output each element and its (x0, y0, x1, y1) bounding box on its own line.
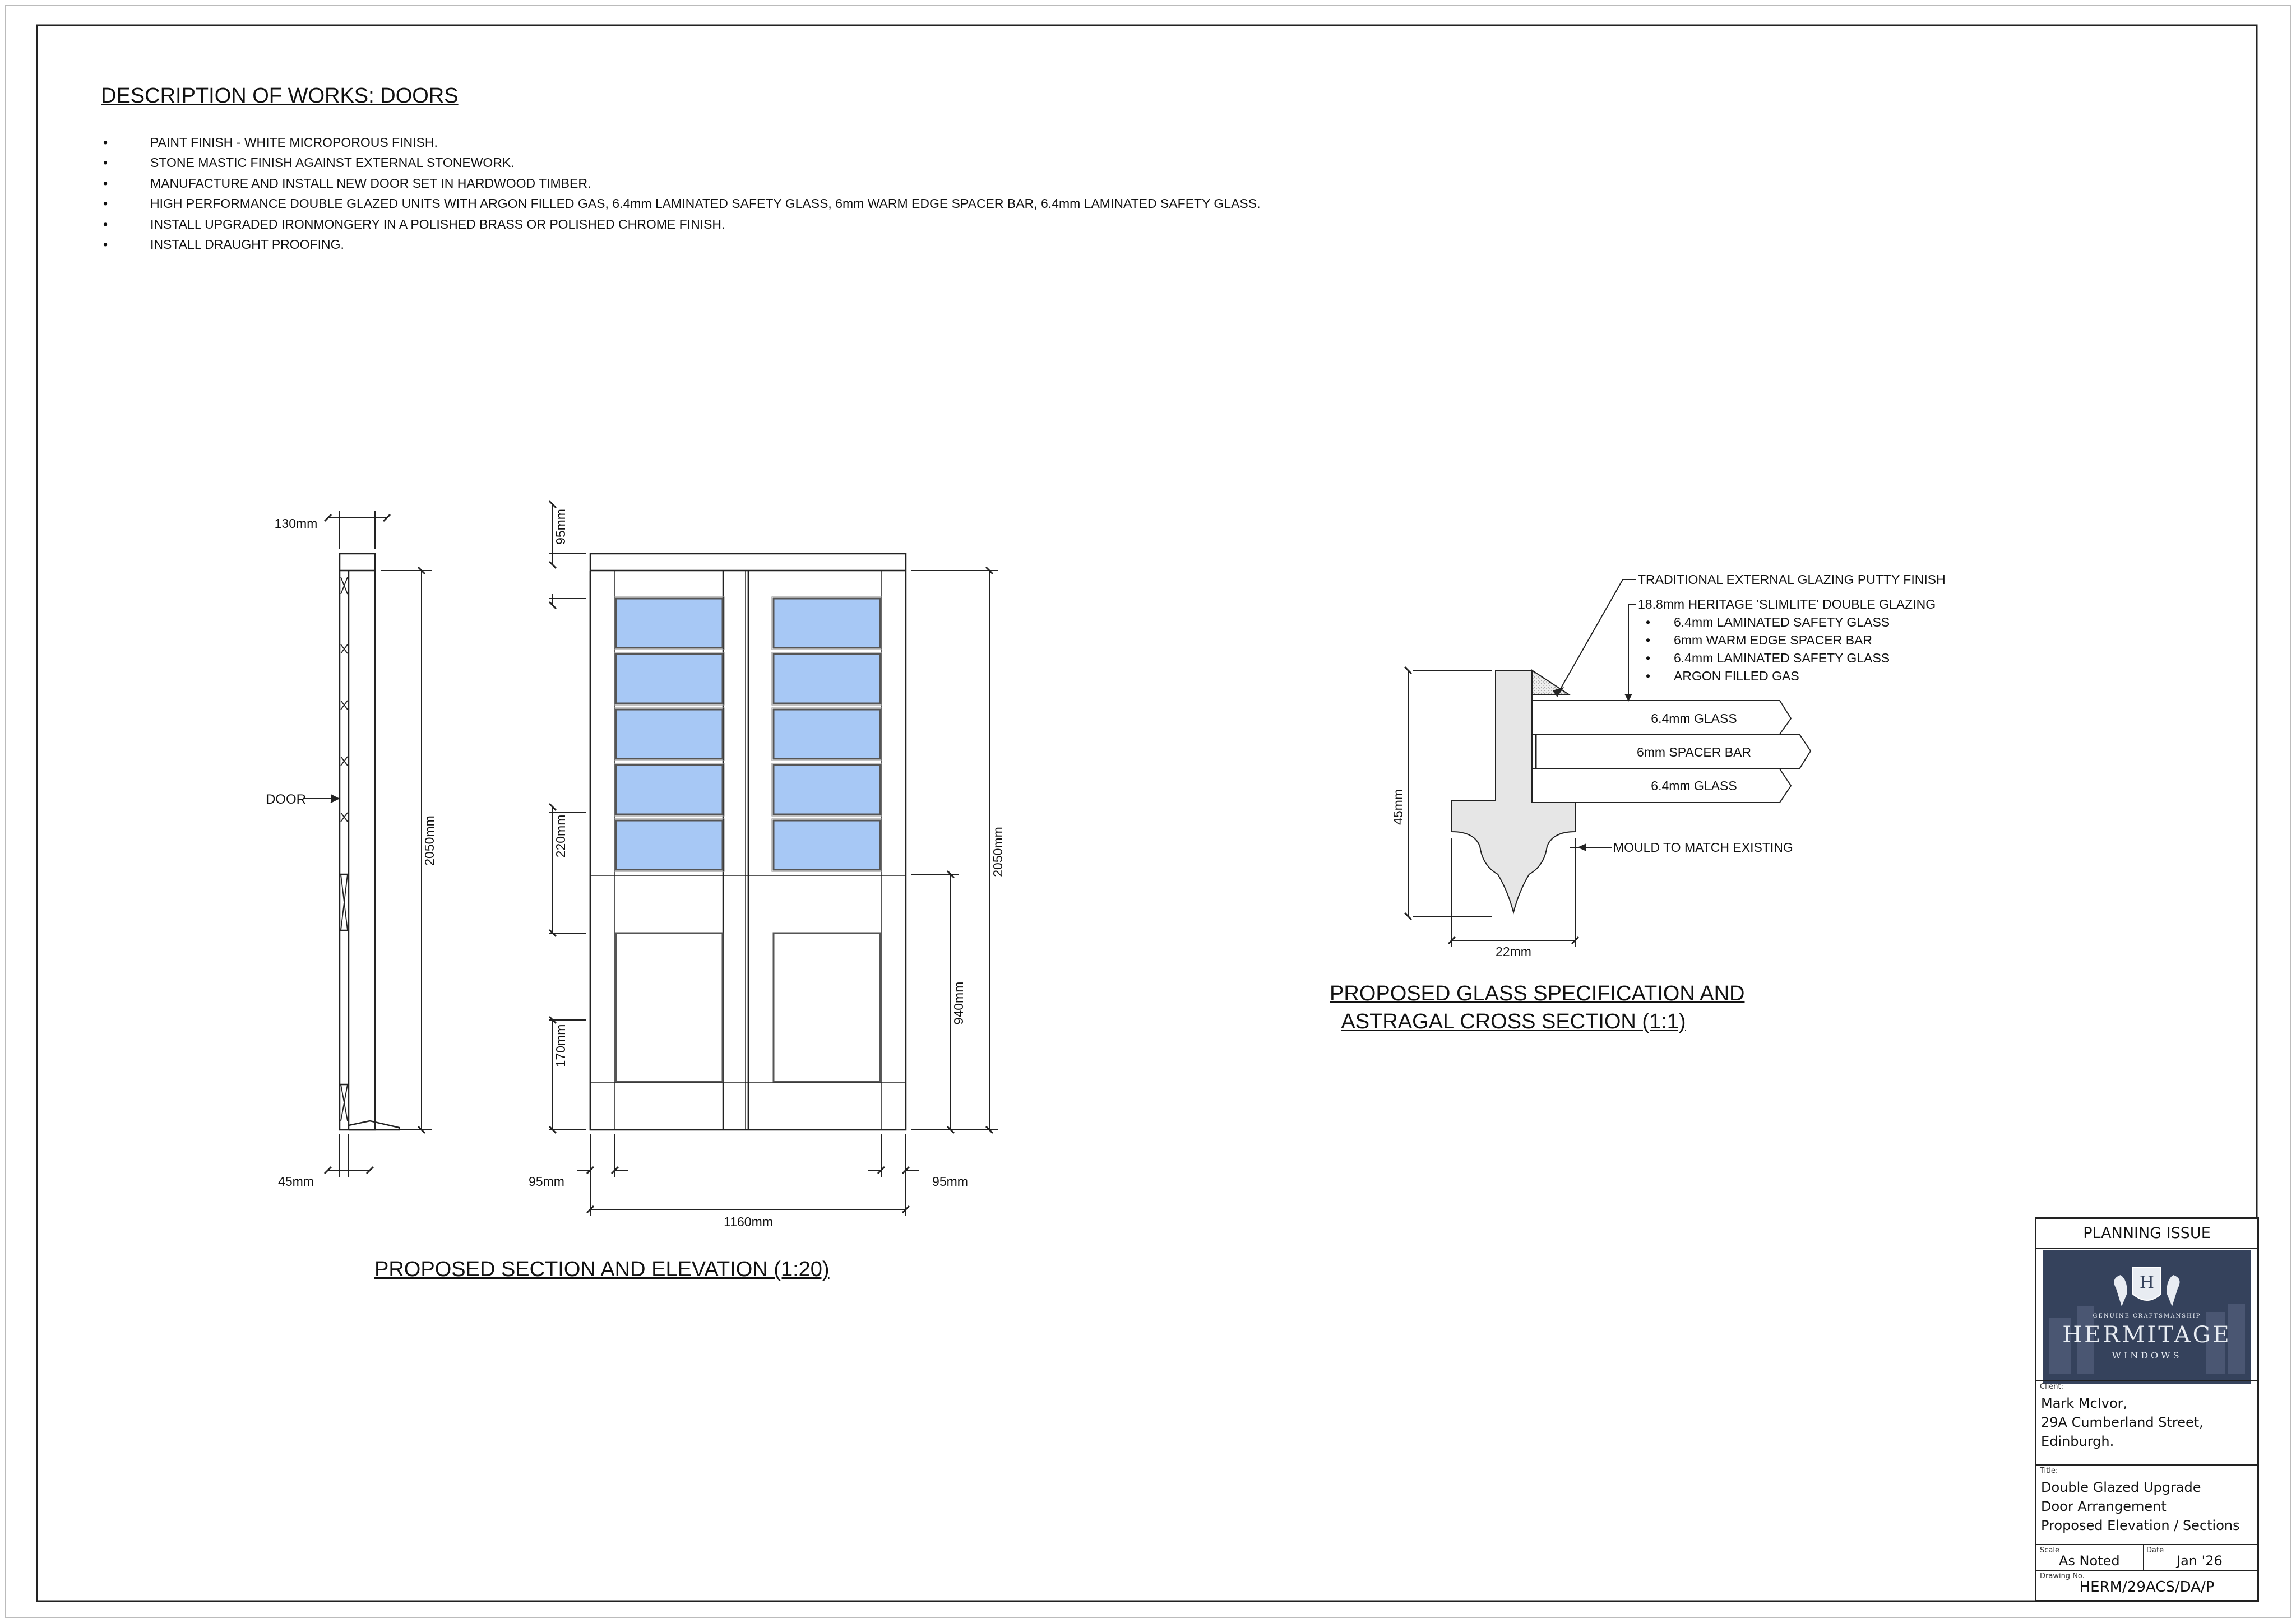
client-label: Client: (2040, 1383, 2064, 1391)
glazing-item: 6.4mm LAMINATED SAFETY GLASS (1674, 651, 1890, 665)
status-cell (2036, 1219, 2257, 1249)
description-item: • PAINT FINISH - WHITE MICROPOROUS FINISH. (101, 132, 1261, 152)
glazing-bullet-icon: • (1646, 669, 1651, 683)
description-item: • INSTALL DRAUGHT PROOFING. (101, 234, 1261, 254)
glass-caption-line1: PROPOSED GLASS SPECIFICATION AND (1330, 982, 1745, 1005)
bullet-icon: • (103, 237, 108, 252)
scale-value: As Noted (2059, 1553, 2120, 1569)
logo-subtitle: WINDOWS (2112, 1350, 2182, 1361)
dim-section-height: 2050mm (422, 815, 437, 866)
bullet-icon: • (103, 135, 108, 150)
bullet-icon: • (103, 175, 108, 191)
title-label: Title: (2040, 1467, 2058, 1475)
description-item: • STONE MASTIC FINISH AGAINST EXTERNAL STONEWORK. (101, 152, 1261, 173)
layer-top-label: 6.4mm GLASS (1651, 711, 1737, 726)
client-line: 29A Cumberland Street, (2041, 1415, 2204, 1430)
date-label: Date (2146, 1546, 2164, 1555)
putty-note: TRADITIONAL EXTERNAL GLAZING PUTTY FINISH (1638, 572, 1946, 587)
client-cell (2036, 1380, 2257, 1466)
svg-text:H: H (2139, 1273, 2155, 1292)
title-block (2035, 1217, 2259, 1602)
glazing-note: 18.8mm HERITAGE 'SLIMLITE' DOUBLE GLAZING (1638, 597, 1936, 611)
title-line: Double Glazed Upgrade (2041, 1480, 2201, 1495)
glazing-item: 6mm WARM EDGE SPACER BAR (1674, 633, 1872, 647)
layer-mid-label: 6mm SPACER BAR (1636, 745, 1752, 759)
dim-bottom-rail: 170mm (553, 1024, 568, 1068)
bullet-icon: • (103, 196, 108, 211)
client-line: Mark McIvor, (2041, 1395, 2128, 1411)
dim-width: 1160mm (724, 1214, 773, 1229)
glass-caption-line2: ASTRAGAL CROSS SECTION (1:1) (1341, 1010, 1686, 1033)
dim-stile-left: 95mm (529, 1174, 564, 1189)
planning-status: PLANNING ISSUE (2083, 1225, 2211, 1242)
dim-elevation-height: 2050mm (990, 827, 1005, 877)
dim-stile-right: 95mm (932, 1174, 968, 1189)
section-dimensions (303, 511, 432, 1177)
description-item: • INSTALL UPGRADED IRONMONGERY IN A POLISHED BRASS OR POLISHED CHROME FINISH. (101, 214, 1261, 234)
company-logo (2043, 1250, 2251, 1384)
bullet-icon: • (103, 155, 108, 170)
logo-tagline: GENUINE CRAFTSMANSHIP (2093, 1313, 2201, 1319)
glazing-bullet-icon: • (1646, 651, 1651, 665)
glazing-item: ARGON FILLED GAS (1674, 669, 1799, 683)
glazing-item: 6.4mm LAMINATED SAFETY GLASS (1674, 615, 1890, 629)
logo-title: HERMITAGE (2062, 1322, 2232, 1348)
layer-bottom-label: 6.4mm GLASS (1651, 778, 1737, 793)
bullet-icon: • (103, 216, 108, 231)
dim-section-top: 130mm (274, 516, 318, 531)
dim-astragal-height: 45mm (1391, 789, 1405, 825)
door-section-view (340, 554, 399, 1130)
scale-date-cell (2036, 1545, 2257, 1571)
drawing-number-cell (2036, 1571, 2257, 1600)
mould-arrow-icon (1577, 843, 1586, 851)
mould-note: MOULD TO MATCH EXISTING (1613, 840, 1793, 855)
left-leaf-glazing (616, 599, 723, 870)
drawing-no-value: HERM/29ACS/DA/P (2079, 1579, 2215, 1596)
right-leaf-glazing (774, 599, 880, 870)
title-line: Proposed Elevation / Sections (2041, 1518, 2240, 1533)
glazing-bullet-icon: • (1646, 615, 1651, 629)
elevation-caption: PROPOSED SECTION AND ELEVATION (1:20) (374, 1258, 830, 1281)
date-value: Jan '26 (2177, 1553, 2223, 1569)
door-label: DOOR (266, 792, 306, 807)
drawing-no-label: Drawing No. (2040, 1572, 2085, 1580)
glazing-bullet-icon: • (1646, 633, 1651, 647)
dim-lower: 940mm (951, 981, 966, 1025)
dim-section-bottom: 45mm (278, 1174, 314, 1189)
dim-glazing-bar: 220mm (553, 814, 568, 858)
title-cell (2036, 1466, 2257, 1545)
description-heading: DESCRIPTION OF WORKS: DOORS (101, 84, 459, 108)
scale-label: Scale (2040, 1546, 2059, 1555)
dim-top-rail: 95mm (553, 509, 568, 545)
description-item: • MANUFACTURE AND INSTALL NEW DOOR SET IN HARDWOOD TIMBER. (101, 173, 1261, 193)
client-line: Edinburgh. (2041, 1434, 2114, 1449)
dim-astragal-width: 22mm (1496, 944, 1531, 959)
astragal-section (1452, 670, 1811, 912)
inner-border (37, 25, 2257, 1601)
title-line: Door Arrangement (2041, 1499, 2167, 1514)
description-item: • HIGH PERFORMANCE DOUBLE GLAZED UNITS WITH ARGON FILLED GAS, 6.4mm LAMINATED SAFETY GLASS, 6mm WARM EDGE SPACER BAR, 6.4mm LAMINATED SAFETY GLASS. (101, 193, 1261, 214)
